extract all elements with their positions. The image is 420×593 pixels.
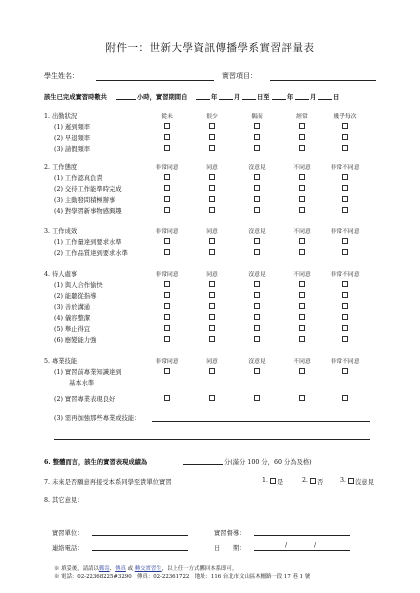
rating-checkbox[interactable] — [164, 238, 170, 244]
note-1-c: 或 — [125, 566, 135, 572]
rating-checkbox[interactable] — [342, 336, 348, 342]
s3-item-2: (2) 工作品質達到要求水準 — [54, 250, 128, 257]
rating-checkbox[interactable] — [209, 123, 215, 129]
s1-header-4: 經常 — [296, 114, 308, 120]
rating-checkbox[interactable] — [299, 292, 305, 298]
day-to-label: 日至 — [257, 94, 270, 101]
period-label: 小時，實習期間自 — [137, 94, 188, 101]
rating-checkbox[interactable] — [342, 395, 348, 401]
rating-checkbox[interactable] — [299, 325, 305, 331]
s5-item-1: (1) 實習前專業知識達到 — [54, 369, 122, 376]
start-month-field[interactable] — [219, 99, 233, 100]
rating-checkbox[interactable] — [299, 207, 305, 213]
rating-checkbox[interactable] — [254, 325, 260, 331]
rating-checkbox[interactable] — [164, 303, 170, 309]
s1-header-1: 從未 — [161, 114, 173, 120]
student-name-field[interactable] — [96, 80, 214, 81]
rating-checkbox[interactable] — [342, 368, 348, 374]
rating-checkbox[interactable] — [209, 207, 215, 213]
rating-checkbox[interactable] — [209, 145, 215, 151]
s4-item-3: (3) 善於溝通 — [54, 304, 91, 311]
supervisor-field[interactable] — [254, 535, 350, 536]
phone-label: 連絡電話： — [52, 545, 84, 552]
s5-header-2: 同意 — [206, 359, 218, 365]
note-star-1: ※ — [54, 566, 60, 572]
s1-header-5: 幾乎每次 — [333, 114, 357, 120]
phone-field[interactable] — [92, 550, 188, 551]
rating-checkbox[interactable] — [254, 134, 260, 140]
rating-checkbox[interactable] — [254, 174, 260, 180]
rating-checkbox[interactable] — [209, 134, 215, 140]
start-year-field[interactable] — [196, 99, 210, 100]
rating-checkbox[interactable] — [342, 249, 348, 255]
rating-checkbox[interactable] — [164, 249, 170, 255]
year-label-2: 年 — [287, 94, 294, 101]
rating-checkbox[interactable] — [299, 123, 305, 129]
rating-checkbox[interactable] — [342, 238, 348, 244]
rating-checkbox[interactable] — [164, 395, 170, 401]
rating-checkbox[interactable] — [299, 145, 305, 151]
rating-checkbox[interactable] — [164, 196, 170, 202]
rating-checkbox[interactable] — [164, 145, 170, 151]
date-sep-1: / — [285, 542, 288, 549]
rating-checkbox[interactable] — [254, 123, 260, 129]
rating-checkbox[interactable] — [209, 314, 215, 320]
rating-checkbox[interactable] — [299, 249, 305, 255]
rating-checkbox[interactable] — [342, 292, 348, 298]
s4-header-1: 非常同意 — [155, 272, 179, 278]
s4-item-6: (6) 應變能力強 — [54, 337, 97, 344]
s3-header-5: 非常不同意 — [330, 229, 360, 235]
skills-field-line-2[interactable] — [54, 439, 370, 440]
rating-checkbox[interactable] — [164, 174, 170, 180]
contact-info: 電話：02-22368225#3290 傳真：02-22361722 地址：116 台北市文山區木柵路一段 17 巷 1 號 — [61, 574, 311, 580]
q6-suffix: 分(滿分 100 分，60 分為及格) — [224, 459, 312, 466]
rating-checkbox[interactable] — [254, 303, 260, 309]
q7-noopinion-checkbox[interactable] — [348, 478, 354, 484]
rating-checkbox[interactable] — [254, 292, 260, 298]
rating-checkbox[interactable] — [209, 196, 215, 202]
rating-checkbox[interactable] — [164, 292, 170, 298]
form-title: 附件一：世新大學資訊傳播學系實習評量表 — [105, 42, 315, 54]
q8-label: 8. 其它意見： — [44, 497, 84, 504]
month-label-2: 月 — [310, 94, 317, 101]
s4-item-5: (5) 舉止得宜 — [54, 326, 91, 333]
date-field[interactable] — [254, 550, 350, 551]
s4-item-4: (4) 儀容整潔 — [54, 315, 91, 322]
rating-checkbox[interactable] — [342, 185, 348, 191]
section-3-title: 3. 工作成效 — [44, 228, 78, 235]
section-1-title: 1. 出勤狀況 — [44, 113, 78, 120]
s1-header-2: 很少 — [206, 114, 218, 120]
s1-item-2: (2) 早退頻率 — [54, 135, 91, 142]
rating-checkbox[interactable] — [209, 292, 215, 298]
score-field[interactable] — [183, 464, 223, 465]
project-field[interactable] — [270, 80, 376, 81]
rating-checkbox[interactable] — [299, 196, 305, 202]
rating-checkbox[interactable] — [209, 368, 215, 374]
rating-checkbox[interactable] — [209, 325, 215, 331]
rating-checkbox[interactable] — [254, 185, 260, 191]
rating-checkbox[interactable] — [342, 325, 348, 331]
supervisor-label: 實習督導： — [214, 530, 246, 537]
rating-checkbox[interactable] — [342, 207, 348, 213]
rating-checkbox[interactable] — [342, 303, 348, 309]
rating-checkbox[interactable] — [342, 281, 348, 287]
s2-item-3: (3) 主動發問積極辦事 — [54, 197, 116, 204]
rating-checkbox[interactable] — [254, 336, 260, 342]
rating-checkbox[interactable] — [164, 336, 170, 342]
day-label: 日 — [333, 94, 340, 101]
rating-checkbox[interactable] — [299, 185, 305, 191]
s2-header-5: 非常不同意 — [330, 165, 360, 171]
s3-header-2: 同意 — [206, 229, 218, 235]
s3-header-1: 非常同意 — [155, 229, 179, 235]
s1-header-3: 偶而 — [251, 114, 263, 120]
s4-header-5: 非常不同意 — [330, 272, 360, 278]
s2-header-3: 沒意見 — [248, 165, 266, 171]
q7-opt2-label: 否 — [317, 479, 324, 486]
project-label: 實習項目： — [222, 72, 257, 80]
s2-item-4: (4) 對學習新事物感興趣 — [54, 208, 122, 215]
rating-checkbox[interactable] — [342, 134, 348, 140]
fax-link[interactable]: 傳真 — [115, 566, 126, 572]
rating-checkbox[interactable] — [254, 196, 260, 202]
rating-checkbox[interactable] — [342, 314, 348, 320]
rating-checkbox[interactable] — [209, 336, 215, 342]
rating-checkbox[interactable] — [342, 196, 348, 202]
rating-checkbox[interactable] — [164, 123, 170, 129]
rating-checkbox[interactable] — [209, 238, 215, 244]
q7-label: 7. 未來是否願意再接受本系同學至貴單位實習 — [44, 479, 172, 486]
rating-checkbox[interactable] — [299, 134, 305, 140]
rating-checkbox[interactable] — [299, 174, 305, 180]
section-2-title: 2. 工作態度 — [44, 164, 78, 171]
month-label-1: 月 — [234, 94, 241, 101]
s5-header-5: 非常不同意 — [330, 359, 360, 365]
rating-checkbox[interactable] — [299, 395, 305, 401]
rating-checkbox[interactable] — [209, 281, 215, 287]
s5-item-3: (3) 需再加強那些專業或技能： — [54, 415, 141, 422]
note-star-2: ※ — [54, 574, 60, 580]
start-day-field[interactable] — [242, 99, 256, 100]
rating-checkbox[interactable] — [254, 238, 260, 244]
rating-checkbox[interactable] — [299, 314, 305, 320]
s5-header-3: 沒意見 — [248, 359, 266, 365]
rating-checkbox[interactable] — [164, 325, 170, 331]
s4-header-2: 同意 — [206, 272, 218, 278]
q7-opt3-label: 沒意見 — [355, 479, 374, 486]
rating-checkbox[interactable] — [164, 314, 170, 320]
s5-item-2: (2) 實習專業表現良好 — [54, 396, 116, 403]
s1-item-1: (1) 遲到頻率 — [54, 124, 91, 131]
rating-checkbox[interactable] — [254, 249, 260, 255]
end-day-field[interactable] — [318, 99, 332, 100]
s2-item-1: (1) 工作認真負責 — [54, 175, 103, 182]
rating-checkbox[interactable] — [164, 281, 170, 287]
mail-link[interactable]: 郵寄 — [98, 566, 110, 572]
s4-header-4: 不同意 — [293, 272, 311, 278]
q7-yes-checkbox[interactable] — [270, 478, 276, 484]
rating-checkbox[interactable] — [209, 249, 215, 255]
s3-header-3: 沒意見 — [248, 229, 266, 235]
q7-opt1-label: 是 — [277, 479, 284, 486]
rating-checkbox[interactable] — [164, 185, 170, 191]
q7-no-checkbox[interactable] — [310, 478, 316, 484]
unit-label: 實習單位： — [52, 530, 84, 537]
rating-checkbox[interactable] — [254, 207, 260, 213]
s5-header-4: 不同意 — [293, 359, 311, 365]
note-1-a: 填妥後，請請以 — [61, 566, 99, 572]
date-label: 日 期： — [214, 545, 246, 552]
s5-item-1-cont: 基本水準 — [69, 380, 95, 387]
rating-checkbox[interactable] — [254, 281, 260, 287]
rating-checkbox[interactable] — [342, 123, 348, 129]
s4-header-3: 沒意見 — [248, 272, 266, 278]
note-1-d: ，以上任一方式擲回本系即可。 — [161, 566, 238, 572]
note-1-b: 、 — [109, 566, 116, 572]
rating-checkbox[interactable] — [299, 303, 305, 309]
skills-field[interactable] — [152, 421, 370, 422]
rating-checkbox[interactable] — [254, 145, 260, 151]
handover-link[interactable]: 轉交實習生 — [134, 566, 162, 572]
s1-item-3: (3) 請假頻率 — [54, 146, 91, 153]
q7-opt2-num: 2. — [302, 477, 309, 484]
unit-field[interactable] — [92, 535, 188, 536]
s2-header-1: 非常同意 — [155, 165, 179, 171]
rating-checkbox[interactable] — [299, 336, 305, 342]
rating-checkbox[interactable] — [299, 368, 305, 374]
s4-item-2: (2) 能聽從指導 — [54, 293, 97, 300]
section-4-title: 4. 待人處事 — [44, 271, 78, 278]
hours-field[interactable] — [116, 99, 136, 100]
student-name-label: 學生姓名： — [44, 72, 79, 80]
rating-checkbox[interactable] — [254, 314, 260, 320]
rating-checkbox[interactable] — [209, 303, 215, 309]
rating-checkbox[interactable] — [254, 395, 260, 401]
year-label-1: 年 — [211, 94, 218, 101]
rating-checkbox[interactable] — [164, 368, 170, 374]
q7-opt3-num: 3. — [340, 477, 347, 484]
note-1 — [54, 564, 237, 572]
rating-checkbox[interactable] — [342, 145, 348, 151]
end-year-field[interactable] — [272, 99, 286, 100]
note-2 — [54, 572, 310, 580]
rating-checkbox[interactable] — [342, 174, 348, 180]
s4-item-1: (1) 與人合作愉快 — [54, 282, 103, 289]
s3-item-1: (1) 工作量達到要求水準 — [54, 239, 122, 246]
rating-checkbox[interactable] — [299, 281, 305, 287]
s5-header-1: 非常同意 — [155, 359, 179, 365]
rating-checkbox[interactable] — [299, 238, 305, 244]
section-5-title: 5. 專業技能 — [44, 358, 78, 365]
s2-item-2: (2) 交待工作能準時完成 — [54, 186, 122, 193]
rating-checkbox[interactable] — [254, 368, 260, 374]
s2-header-4: 不同意 — [293, 165, 311, 171]
end-month-field[interactable] — [295, 99, 309, 100]
hours-label: 該生已完成實習時數共 — [44, 94, 107, 101]
s2-header-2: 同意 — [206, 165, 218, 171]
rating-checkbox[interactable] — [209, 174, 215, 180]
date-sep-2: / — [314, 542, 317, 549]
rating-checkbox[interactable] — [209, 185, 215, 191]
rating-checkbox[interactable] — [164, 134, 170, 140]
rating-checkbox[interactable] — [209, 395, 215, 401]
q6-label: 6. 整體而言，該生的實習表現成績為 — [44, 459, 148, 466]
q7-opt1-num: 1. — [262, 477, 269, 484]
s3-header-4: 不同意 — [293, 229, 311, 235]
rating-checkbox[interactable] — [164, 207, 170, 213]
